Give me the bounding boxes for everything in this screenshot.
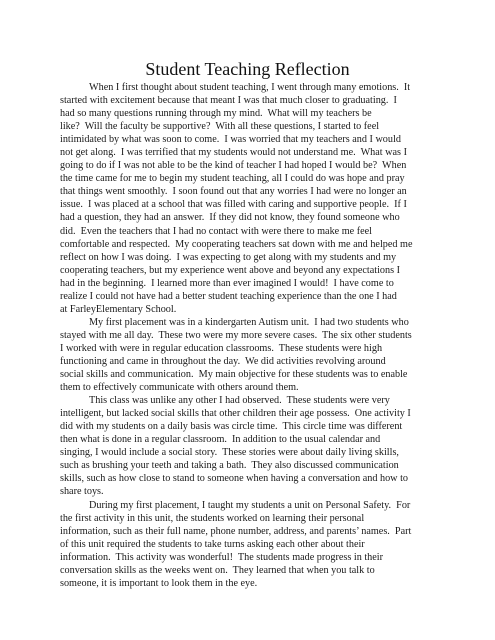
- text-line: someone, it is important to look them in the eye.: [60, 577, 258, 589]
- text-line: conversation skills as the weeks went on. They learned that when you talk to: [60, 564, 375, 576]
- text-line: that things went smoothly. I soon found out that any worries I had were no longer an: [60, 186, 407, 198]
- text-line: information, such as their full name, phone number, address, and parents’ names. Part: [60, 525, 412, 537]
- text-line: going to do if I was not able to be the kind of teacher I had hoped I would be? When: [60, 160, 407, 172]
- document-body: [60, 81, 460, 590]
- text-line: them to effectively communicate with others around them.: [60, 382, 299, 394]
- text-line: had so many questions running through my mind. What will my teachers be: [60, 108, 372, 120]
- paragraph: [60, 81, 460, 316]
- text-line: of this unit required the students to take turns asking each other about their: [60, 538, 365, 550]
- text-line: like? Will the faculty be supportive? With all these questions, I started to feel: [60, 121, 380, 133]
- text-line: functioning and came in throughout the day. We did activities revolving around: [60, 355, 386, 367]
- text-line: share toys.: [60, 486, 104, 498]
- text-line: During my first placement, I taught my students a unit on Personal Safety. For: [89, 499, 411, 511]
- text-line: My first placement was in a kindergarten Autism unit. I had two students who: [89, 316, 409, 328]
- text-line: information. This activity was wonderful! The students made progress in their: [60, 551, 384, 563]
- text-line: issue. I was placed at a school that was filled with caring and supportive people. If I: [60, 199, 407, 211]
- document-title: Student Teaching Reflection: [145, 59, 350, 79]
- text-line: the time came for me to begin my student teaching, all I could do was hope and pray: [60, 173, 405, 185]
- text-line: singing, I would include a social story. These stories were about daily living skills,: [60, 447, 399, 459]
- text-line: I worked with were in regular education classrooms. These students were high: [60, 342, 383, 354]
- text-line: skills, such as how close to stand to someone when having a conversation and how to: [60, 473, 409, 485]
- paragraph: [60, 394, 460, 498]
- text-line: at FarleyElementary School.: [60, 303, 177, 315]
- text-line: realize I could not have had a better student teaching experience than the one I had: [60, 290, 397, 302]
- text-line: This class was unlike any other I had observed. These students were very: [89, 395, 390, 407]
- text-line: did. Even the teachers that I had no contact with were there to make me feel: [60, 225, 373, 237]
- text-line: intimidated by what was soon to come. I was worried that my teachers and I would: [60, 134, 401, 146]
- text-line: then what is done in a regular classroom. In addition to the usual calendar and: [60, 434, 381, 446]
- text-line: intelligent, but lacked social skills that other children their age possess. One activity I: [60, 408, 411, 420]
- paragraph: [60, 499, 460, 590]
- text-line: had a question, they had an answer. If they did not know, they found someone who: [60, 212, 400, 224]
- text-line: social skills and communication. My main objective for these students was to enable: [60, 369, 408, 381]
- text-line: not get along. I was terrified that my students would not understand me. What was I: [60, 147, 407, 159]
- text-line: such as brushing your teeth and taking a bath. They also discussed communication: [60, 460, 399, 472]
- text-line: had in the beginning. I learned more than ever imagined I would! I have come to: [60, 277, 394, 289]
- text-line: comfortable and respected. My cooperating teachers sat down with me and helped me: [60, 238, 413, 250]
- text-line: When I first thought about student teaching, I went through many emotions. It: [89, 82, 411, 93]
- text-line: started with excitement because that meant I was that much closer to graduating. I: [60, 95, 397, 107]
- text-line: did with my students on a daily basis was circle time. This circle time was different: [60, 421, 403, 433]
- text-line: stayed with me all day. These two were my more severe cases. The six other students: [60, 329, 412, 341]
- paragraph: [60, 316, 460, 394]
- text-line: the first activity in this unit, the students worked on learning their personal: [60, 512, 365, 524]
- text-line: cooperating teachers, but my experience went above and beyond any expectations I: [60, 264, 401, 276]
- text-line: reflect on how I was doing. I was expecting to get along with my students and my: [60, 251, 397, 263]
